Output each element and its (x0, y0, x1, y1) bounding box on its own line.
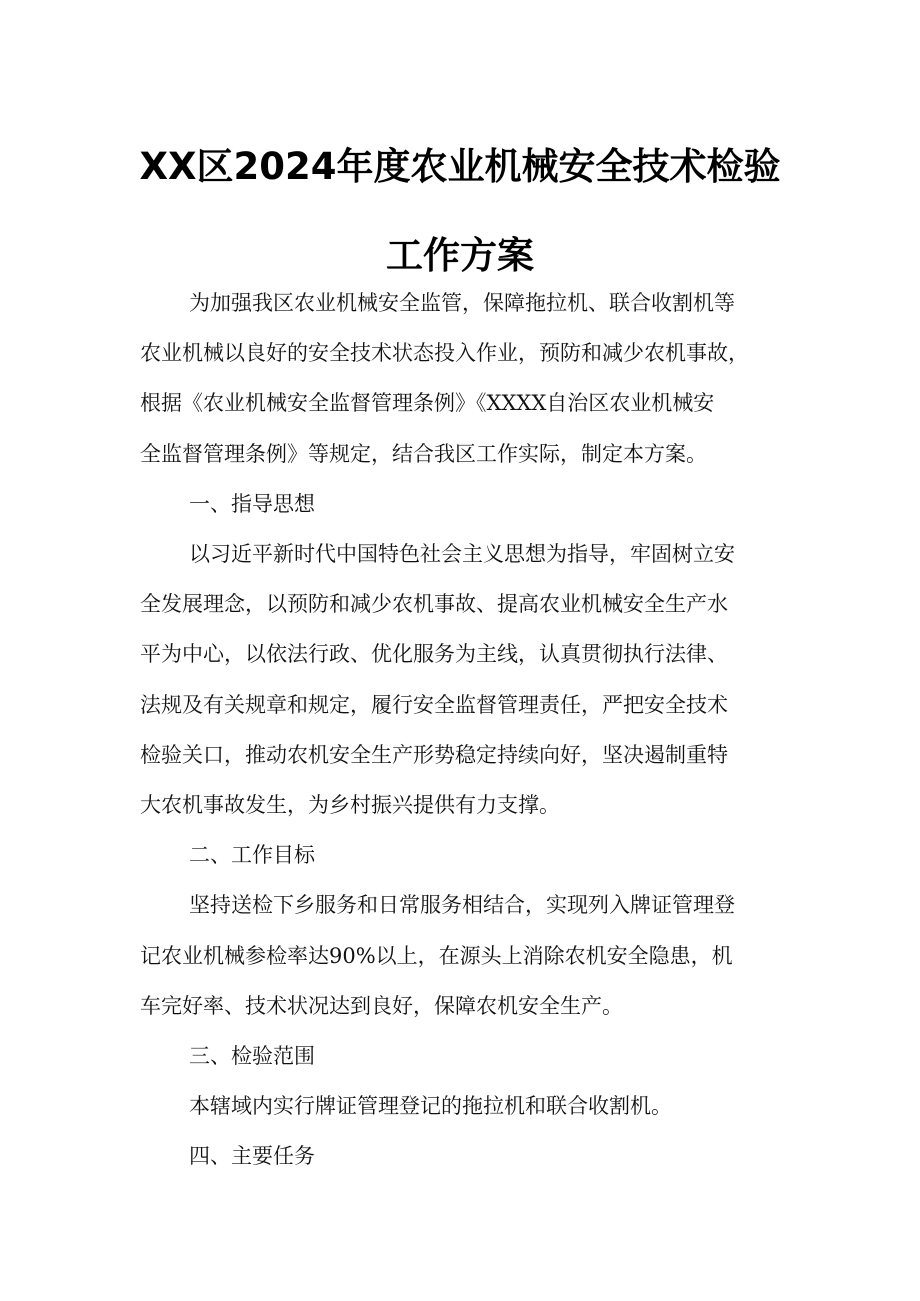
intro-line-1: 为加强我区农业机械安全监管，保障拖拉机、联合收割机等 (189, 291, 735, 315)
section-1-line-3: 平为中心，以依法行政、优化服务为主线，认真贯彻执行法律、 (140, 642, 728, 666)
section-1-line-2: 全发展理念，以预防和减少农机事故、提高农业机械安全生产水 (140, 592, 728, 616)
intro-line-2: 农业机械以良好的安全技术状态投入作业，预防和减少农机事故， (140, 341, 749, 365)
document-title-line-2: 工作方案 (386, 234, 534, 277)
section-1-line-5: 检验关口，推动农机安全生产形势稳定持续向好，坚决遏制重特 (140, 743, 728, 767)
section-1-heading: 一、指导思想 (189, 492, 315, 516)
intro-line-4: 全监督管理条例》等规定，结合我区工作实际，制定本方案。 (140, 442, 707, 466)
document-title-line-1: XX区2024年度农业机械安全技术检验 (139, 145, 781, 188)
section-3-line-1: 本辖域内实行牌证管理登记的拖拉机和联合收割机。 (189, 1094, 672, 1118)
section-1-line-4: 法规及有关规章和规定，履行安全监督管理责任，严把安全技术 (140, 693, 728, 717)
section-2-line-2: 记农业机械参检率达90%以上，在源头上消除农机安全隐患，机 (140, 944, 733, 968)
section-2-line-3: 车完好率、技术状况达到良好，保障农机安全生产。 (140, 994, 623, 1018)
section-4-heading: 四、主要任务 (189, 1144, 315, 1168)
intro-line-3: 根据《农业机械安全监督管理条例》《XXXX自治区农业机械安 (140, 391, 715, 415)
section-2-heading: 二、工作目标 (189, 843, 315, 867)
section-1-line-1: 以习近平新时代中国特色社会主义思想为指导，牢固树立安 (189, 542, 735, 566)
section-3-heading: 三、检验范围 (189, 1044, 315, 1068)
section-2-line-1: 坚持送检下乡服务和日常服务相结合，实现列入牌证管理登 (189, 893, 735, 917)
section-1-line-6: 大农机事故发生，为乡村振兴提供有力支撑。 (140, 793, 560, 817)
